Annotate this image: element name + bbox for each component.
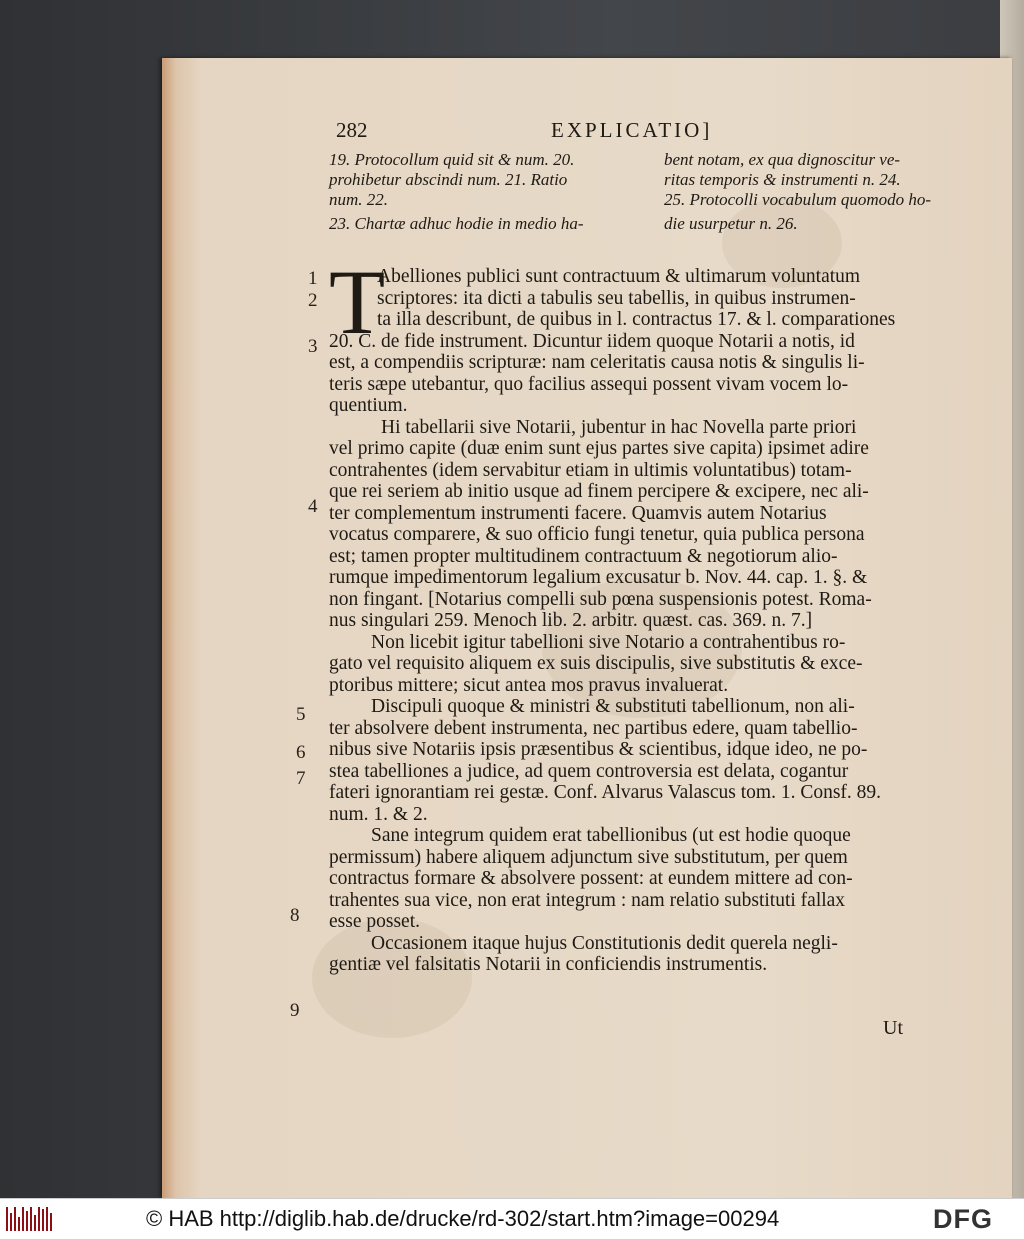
margin-number: 8	[290, 905, 300, 926]
text-line: rumque impedimentorum legalium excusatur b. Nov. 44. cap. 1. §. &	[329, 567, 868, 588]
catchword: Ut	[883, 1017, 903, 1039]
text-line: non fingant. [Notarius compelli sub pœna suspensionis potest. Roma-	[329, 588, 872, 610]
summary-line: die usurpetur n. 26.	[664, 214, 798, 233]
text-line: quentium.	[329, 395, 408, 416]
text-line: teris sæpe utebantur, quo facilius assequi possent vivam vocem lo-	[329, 373, 849, 395]
summary-line: 19. Protocollum quid sit & num. 20.	[329, 150, 575, 169]
summary-line: num. 22.	[329, 190, 389, 209]
text-line: num. 1. & 2.	[329, 803, 428, 825]
summary-right	[664, 150, 931, 234]
text-line: Hi tabellarii sive Notarii, jubentur in hac Novella parte priori	[381, 416, 857, 438]
text-line: ta illa describunt, de quibus in l. contractus 17. & l. comparationes	[377, 309, 896, 330]
text-line: Occasionem itaque hujus Constitutionis dedit querela negli-	[371, 932, 838, 954]
text-line: contractus formare & absolvere possent: at eundem mittere ad con-	[329, 868, 853, 889]
page-title: EXPLICATIO]	[551, 118, 713, 142]
footer-bar	[0, 1198, 1024, 1239]
margin-number: 5	[296, 704, 306, 725]
summary-line: prohibetur abscindi num. 21. Ratio	[329, 170, 568, 189]
text-line: Sane integrum quidem erat tabellionibus (ut est hodie quoque	[371, 825, 851, 846]
text-line: est, a compendiis scripturæ: nam celeritatis causa notis & singulis li-	[329, 352, 865, 373]
page-number: 282	[336, 118, 368, 142]
margin-number: 3	[308, 336, 318, 357]
summary-line: 25. Protocolli vocabulum quomodo ho-	[664, 190, 932, 209]
text-line: nibus sive Notariis ipsis præsentibus & scientibus, idque ideo, ne po-	[329, 739, 868, 760]
summary-left	[329, 150, 584, 234]
text-line: nus singulari 259. Menoch lib. 2. arbitr. quæst. cas. 369. n. 7.]	[329, 610, 813, 631]
text-line: Abelliones publici sunt contractuum & ultimarum voluntatum	[377, 266, 861, 287]
text-line: ptoribus mittere; sicut antea mos pravus invaluerat.	[329, 674, 729, 696]
hab-logo-icon	[6, 1207, 52, 1231]
margin-number: 6	[296, 742, 306, 763]
drop-capital: T	[329, 251, 386, 353]
margin-number: 7	[296, 768, 306, 789]
text-line: contrahentes (idem servabitur etiam in ultimis voluntatibus) totam-	[329, 459, 852, 481]
margin-number: 2	[308, 290, 318, 311]
text-line: que rei seriem ab initio usque ad finem percipere & excipere, nec ali-	[329, 481, 869, 502]
text-line: gato vel requisito aliquem ex suis discipulis, sive substitutis & exce-	[329, 653, 863, 674]
text-line: Non licebit igitur tabellioni sive Notario a contrahentibus ro-	[371, 631, 846, 653]
text-line: trahentes sua vice, non erat integrum : nam relatio substituti fallax	[329, 889, 846, 911]
text-line: ter absolvere debent instrumenta, nec partibus edere, quam tabellio-	[329, 717, 858, 739]
summary-line: bent notam, ex qua dignoscitur ve-	[664, 150, 901, 169]
text-line: vocatus comparere, & suo officio fungi tenetur, quia publica persona	[329, 524, 865, 545]
text-line: gentiæ vel falsitatis Notarii in conficiendis instrumentis.	[329, 954, 768, 975]
body-text	[325, 266, 929, 976]
margin-number: 1	[308, 268, 318, 289]
summary-line: 23. Chartæ adhuc hodie in medio ha-	[329, 214, 584, 233]
text-line: 20. C. de fide instrument. Dicuntur iidem quoque Notarii a notis, id	[329, 330, 855, 352]
footer-credit-link[interactable]: © HAB http://diglib.hab.de/drucke/rd-302/start.htm?image=00294	[146, 1206, 780, 1231]
text-line: ter complementum instrumenti facere. Quamvis autem Notarius	[329, 502, 827, 524]
dfg-logo: DFG	[933, 1204, 993, 1234]
margin-number: 9	[290, 1000, 300, 1021]
text-line: est; tamen propter multitudinem contractuum & negotiorum alio-	[329, 545, 838, 567]
text-line: scriptores: ita dicti a tabulis seu tabellis, in quibus instrumen-	[377, 287, 856, 309]
text-line: esse posset.	[329, 911, 420, 932]
text-line: stea tabelliones a judice, ad quem controversia est delata, cogantur	[329, 760, 849, 782]
text-line: permissum) habere aliquem adjunctum sive substitutum, per quem	[329, 846, 848, 868]
margin-number: 4	[308, 496, 318, 517]
text-line: Discipuli quoque & ministri & substituti tabellionum, non ali-	[371, 696, 855, 717]
text-line: vel primo capite (duæ enim sunt ejus partes sive capita) ipsimet adire	[329, 438, 869, 459]
summary-line: ritas temporis & instrumenti n. 24.	[664, 170, 901, 189]
text-line: fateri ignorantiam rei gestæ. Conf. Alvarus Valascus tom. 1. Consf. 89.	[329, 782, 882, 803]
